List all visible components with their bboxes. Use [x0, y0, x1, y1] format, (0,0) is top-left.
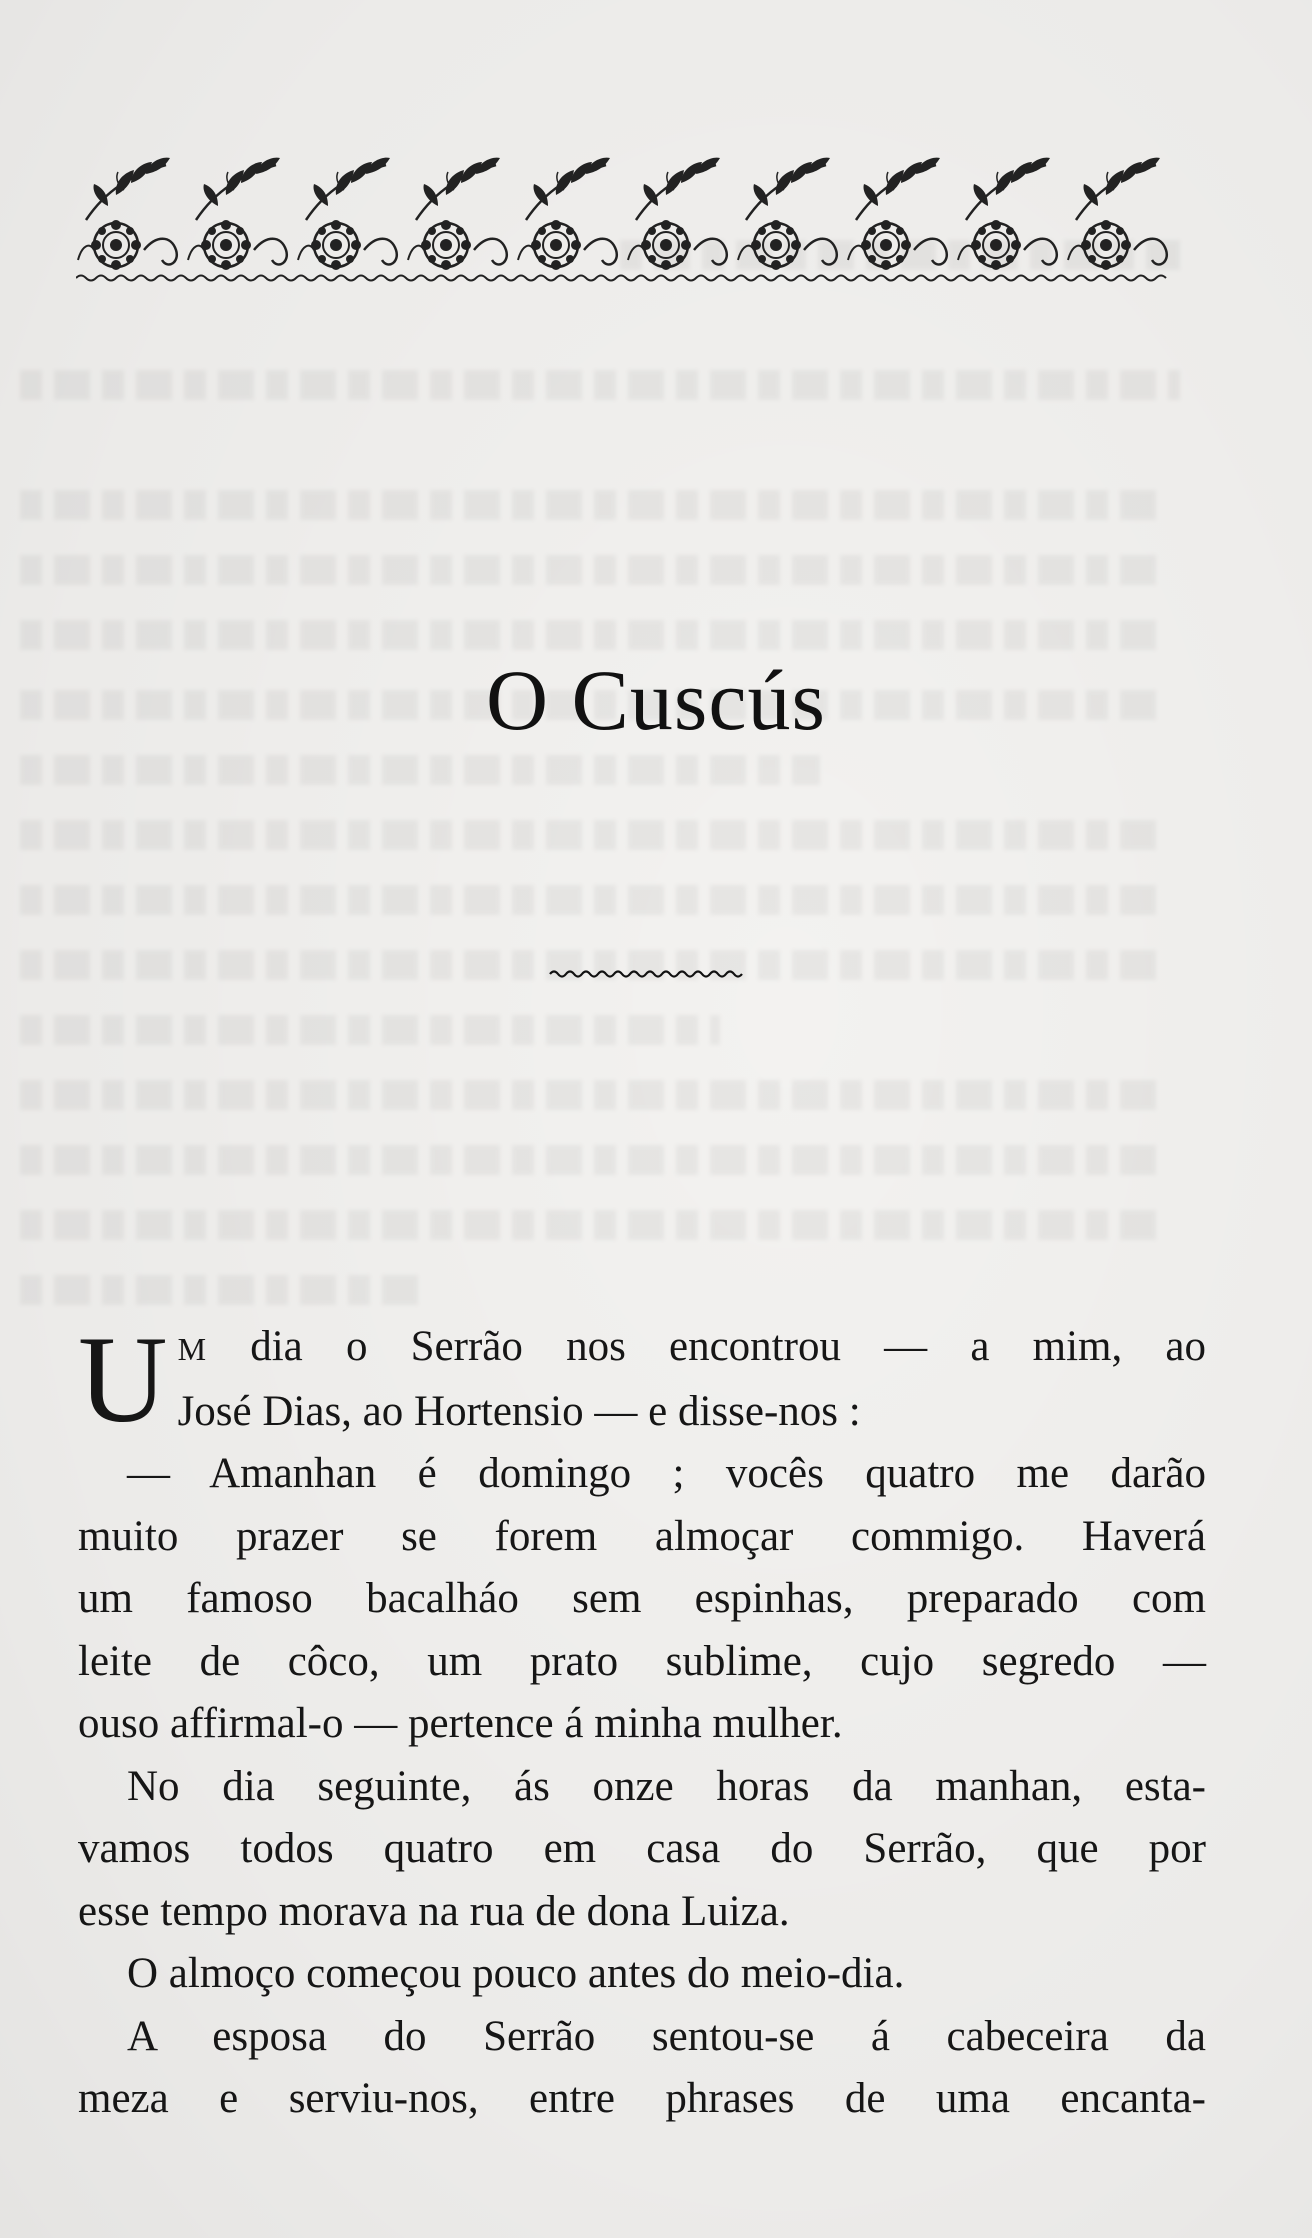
chapter-body — [78, 1311, 1206, 2131]
text-line: — Amanhan é domingo ; vocês quatro me darão — [127, 1450, 1206, 1497]
text-line — [78, 1316, 1206, 1381]
text-line: ouso affirmal-o — pertence á minha mulher. — [78, 1700, 843, 1747]
chapter-title: O Cuscús — [485, 652, 827, 748]
paragraph — [78, 1311, 1206, 1448]
text-line: José Dias, ao Hortensio — e disse-nos : — [177, 1387, 861, 1435]
text-line: leite de côco, um prato sublime, cujo segredo — — [78, 1637, 1206, 1685]
text-line-content: dia o Serrão nos encontrou — a mim, ao — [250, 1323, 1206, 1370]
text-line: meza e serviu-nos, entre phrases de uma encanta- — [78, 2075, 1206, 2122]
text-line: vamos todos quatro em casa do Serrão, que por — [78, 1825, 1206, 1872]
title-wavy-rule — [548, 968, 748, 980]
floral-ornament-header — [76, 150, 1198, 290]
text-line: O almoço começou pouco antes do meio-dia. — [127, 1950, 905, 1997]
text-line: No dia seguinte, ás onze horas da manhan, esta- — [127, 1762, 1206, 1810]
text-line: um famoso bacalháo sem espinhas, preparado com — [78, 1575, 1206, 1622]
small-caps-letters: M — [177, 1331, 208, 1367]
text-line: esse tempo morava na rua de dona Luiza. — [78, 1887, 790, 1935]
text-line: muito prazer se forem almoçar commigo. Haverá — [78, 1512, 1206, 1560]
text-line: A esposa do Serrão sentou-se á cabeceira da — [127, 2012, 1206, 2060]
drop-cap: U — [78, 1311, 168, 1448]
